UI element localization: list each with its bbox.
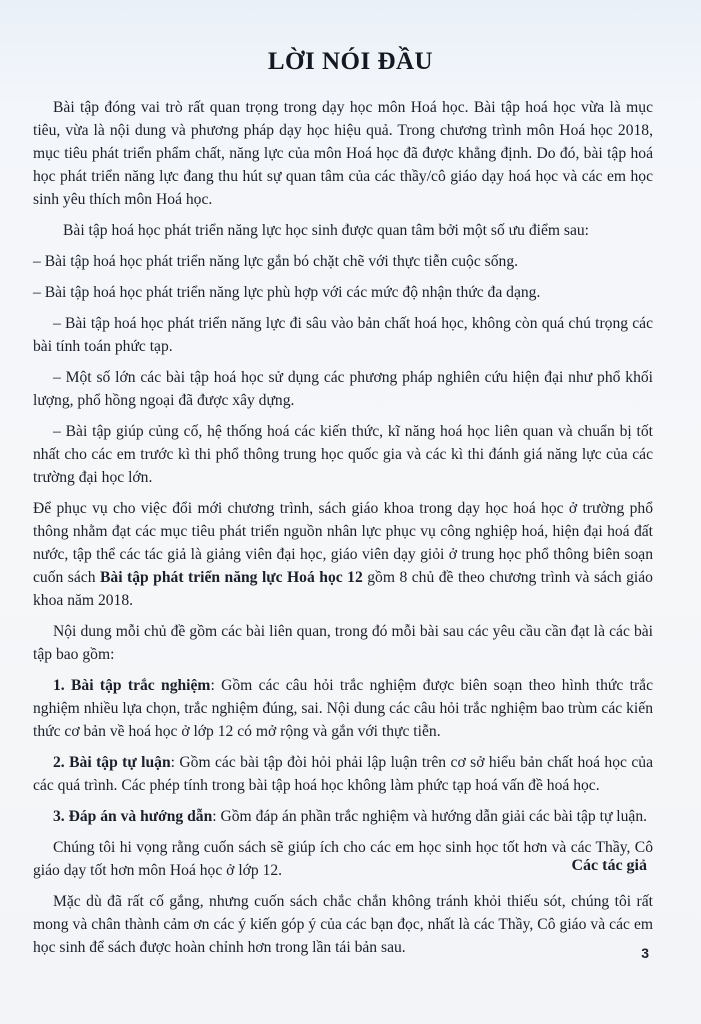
authors-signature: Các tác giả — [571, 857, 647, 874]
purpose-text-start: Để phục vụ cho việc đổi mới chương trình, sách giáo khoa trong dạy học hoá học ở trường phổ thông nhằm đạt các mục tiêu phát triển nguồn nhân lực phục vụ công nghiệp hoá, hiện đại hoá đất nước, tập thể các tác giả là giảng viên đại học, giáo viên dạy giỏi ở trung học phổ thông biên soạn cuốn sách — [33, 500, 653, 586]
advantage-item-5: – Bài tập giúp củng cố, hệ thống hoá các kiến thức, kĩ năng hoá học liên quan và chuẩn bị tốt nhất cho các em trước kì thi phổ thông trung học quốc gia và các kì thi đánh giá năng lực của các trường đại học lớn. — [33, 423, 653, 486]
page-title: LỜI NÓI ĐẦU — [267, 48, 434, 75]
section-item-1-text: : Gồm các câu hỏi trắc nghiệm được biên soạn theo hình thức trắc nghiệm nhiều lựa chọn, trắc nghiệm đúng, sai. Nội dung các câu hỏi trắc nghiệm bao trùm các kiến thức cơ bản về hoá học ở lớp 12 có mở rộng và gắn với thực tiễn. — [33, 677, 653, 740]
paragraph-purpose — [33, 497, 653, 612]
advantage-item-2: – Bài tập hoá học phát triển năng lực phù hợp với các mức độ nhận thức đa dạng. — [33, 284, 541, 301]
advantage-item-3: – Bài tập hoá học phát triển năng lực đi sâu vào bản chất hoá học, không còn quá chú trọng các bài tính toán phức tạp. — [33, 315, 653, 355]
section-item-1 — [33, 674, 653, 743]
section-item-2-text: : Gồm các bài tập đòi hỏi phải lập luận trên cơ sở hiểu bản chất hoá học của các quá trình. Các phép tính trong bài tập hoá học không làm phức tạp hoá vấn đề hoá học. — [33, 754, 653, 794]
section-item-3 — [33, 805, 653, 828]
book-title: Bài tập phát triển năng lực Hoá học 12 — [100, 569, 363, 586]
preface-body — [33, 96, 653, 967]
section-item-2 — [33, 751, 653, 797]
advantage-item-1: – Bài tập hoá học phát triển năng lực gắn bó chặt chẽ với thực tiễn cuộc sống. — [33, 253, 519, 270]
paragraph-content-overview: Nội dung mỗi chủ đề gồm các bài liên quan, trong đó mỗi bài sau các yêu cầu cần đạt là các bài tập bao gồm: — [33, 623, 653, 663]
section-item-3-heading: 3. Đáp án và hướng dẫn — [53, 808, 213, 825]
purpose-text-end: gồm 8 chủ đề theo chương trình và sách giáo khoa năm 2018. — [33, 569, 653, 609]
section-item-2-heading: 2. Bài tập tự luận — [53, 754, 171, 771]
paragraph-thanks: Mặc dù đã rất cố gắng, nhưng cuốn sách chắc chắn không tránh khỏi thiếu sót, chúng tôi rất mong và chân thành cảm ơn các ý kiến góp ý của các bạn đọc, nhất là các Thầy, Cô giáo và các em học sinh để sách được hoàn chỉnh hơn trong lần tái bản sau. — [33, 893, 653, 956]
paragraph-intro: Bài tập đóng vai trò rất quan trọng trong dạy học môn Hoá học. Bài tập hoá học vừa là mục tiêu, vừa là nội dung và phương pháp dạy học hiệu quả. Trong chương trình môn Hoá học 2018, mục tiêu phát triển phẩm chất, năng lực của môn Hoá học đã được khẳng định. Do đó, bài tập hoá học phát triển năng lực đang thu hút sự quan tâm của các thầy/cô giáo dạy hoá học và các em học sinh yêu thích môn Hoá học. — [33, 99, 653, 208]
section-item-1-heading: 1. Bài tập trắc nghiệm — [53, 677, 211, 694]
advantage-item-4: – Một số lớn các bài tập hoá học sử dụng các phương pháp nghiên cứu hiện đại như phổ khối lượng, phổ hồng ngoại đã được xây dựng. — [33, 369, 653, 409]
paragraph-hope: Chúng tôi hi vọng rằng cuốn sách sẽ giúp ích cho các em học sinh học tốt hơn và các Thầy, Cô giáo dạy tốt hơn môn Hoá học ở lớp 12. — [33, 839, 653, 879]
paragraph-advantages-lead: Bài tập hoá học phát triển năng lực học sinh được quan tâm bởi một số ưu điểm sau: — [63, 222, 590, 239]
page-number: 3 — [641, 945, 649, 961]
section-item-3-text: : Gồm đáp án phần trắc nghiệm và hướng dẫn giải các bài tập tự luận. — [212, 808, 648, 825]
